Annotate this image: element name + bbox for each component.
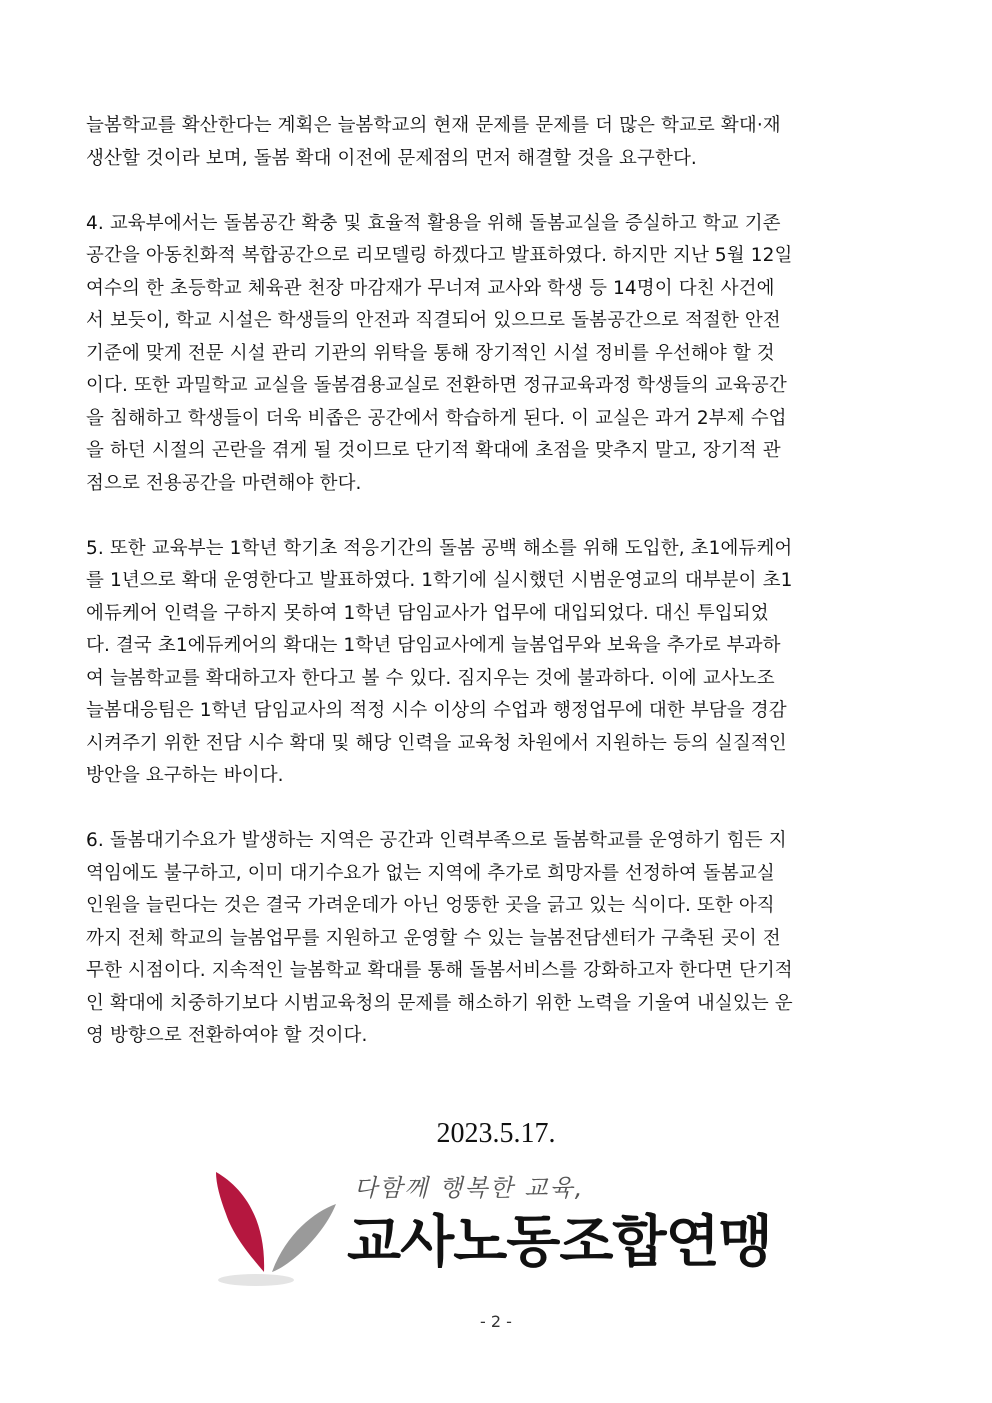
paragraph-item-4 — [86, 208, 906, 501]
text-line: 무한 시점이다. 지속적인 늘봄학교 확대를 통해 돌봄서비스를 강화하고자 한다면 단기적 — [86, 960, 793, 981]
text-line: 다. 결국 초1에듀케어의 확대는 1학년 담임교사에게 늘봄업무와 보육을 추가로 부과하 — [86, 635, 781, 656]
text-line: 늘봄대응팀은 1학년 담임교사의 적정 시수 이상의 수업과 행정업무에 대한 부담을 경감 — [86, 700, 787, 721]
text-line: 인 확대에 치중하기보다 시범교육청의 문제를 해소하기 위한 노력을 기울여 내실있는 운 — [86, 992, 793, 1014]
text-line: 을 하던 시절의 곤란을 겪게 될 것이므로 단기적 확대에 초점을 맞추지 말고, 장기적 관 — [86, 440, 781, 461]
paragraph-item-6 — [86, 825, 906, 1053]
text-line: 4. 교육부에서는 돌봄공간 확충 및 효율적 활용을 위해 돌봄교실을 증실하고 학교 기존 — [86, 212, 781, 234]
logo-slogan: 다함께 행복한 교육, — [354, 1174, 585, 1202]
text-line: 여 늘봄학교를 확대하고자 한다고 볼 수 있다. 짐지우는 것에 불과하다. 이에 교사노조 — [86, 667, 775, 689]
text-line: 에듀케어 인력을 구하지 못하여 1학년 담임교사가 업무에 대입되었다. 대신 투입되었 — [86, 602, 769, 624]
document-body — [86, 110, 906, 1085]
text-line: 6. 돌봄대기수요가 발생하는 지역은 공간과 인력부족으로 돌봄학교를 운영하기 힘든 지 — [86, 830, 787, 851]
document-date: 2023.5.17. — [436, 1118, 556, 1149]
text-line: 5. 또한 교육부는 1학년 학기초 적응기간의 돌봄 공백 해소를 위해 도입한, 초1에듀케어 — [86, 537, 793, 559]
text-line: 여수의 한 초등학교 체육관 천장 마감재가 무너져 교사와 학생 등 14명이 다친 사건에 — [86, 277, 775, 299]
text-line: 방안을 요구하는 바이다. — [86, 765, 284, 786]
text-line: 기준에 맞게 전문 시설 관리 기관의 위탁을 통해 장기적인 시설 정비를 우선해야 할 것 — [86, 342, 775, 364]
union-logo — [214, 1168, 794, 1292]
text-line: 을 침해하고 학생들이 더욱 비좁은 공간에서 학습하게 된다. 이 교실은 과거 2부제 수업 — [86, 407, 787, 429]
text-line: 이다. 또한 과밀학교 교실을 돌봄겸용교실로 전환하면 정규교육과정 학생들의 교육공간 — [86, 375, 787, 396]
paragraph-item-5 — [86, 533, 906, 793]
text-line: 영 방향으로 전환하여야 할 것이다. — [86, 1025, 368, 1046]
text-line: 인원을 늘린다는 것은 결국 가려운데가 아닌 엉뚱한 곳을 긁고 있는 식이다. 또한 아직 — [86, 895, 775, 916]
paragraph-intro — [86, 110, 906, 175]
text-line: 역임에도 불구하고, 이미 대기수요가 없는 지역에 추가로 희망자를 선정하여 돌봄교실 — [86, 862, 775, 884]
text-line: 생산할 것이라 보며, 돌봄 확대 이전에 문제점의 먼저 해결할 것을 요구한다. — [86, 147, 697, 169]
text-line: 늘봄학교를 확산한다는 계획은 늘봄학교의 현재 문제를 문제를 더 많은 학교로 확대·재 — [86, 115, 781, 136]
page-number: - 2 - — [480, 1312, 512, 1331]
red-leaf-icon — [214, 1168, 354, 1292]
text-line: 점으로 전용공간을 마련해야 한다. — [86, 472, 362, 494]
text-line: 공간을 아동친화적 복합공간으로 리모델링 하겠다고 발표하였다. 하지만 지난 5월 12일 — [86, 245, 793, 266]
text-line: 까지 전체 학교의 늘봄업무를 지원하고 운영할 수 있는 늘봄전담센터가 구축된 곳이 전 — [86, 927, 781, 949]
logo-name: 교사노동조합연맹 — [347, 1210, 772, 1275]
text-line: 시켜주기 위한 전담 시수 확대 및 해당 인력을 교육청 차원에서 지원하는 등의 실질적인 — [86, 732, 787, 754]
text-line: 를 1년으로 확대 운영한다고 발표하였다. 1학기에 실시했던 시범운영교의 대부분이 초1 — [86, 570, 793, 591]
text-line: 서 보듯이, 학교 시설은 학생들의 안전과 직결되어 있으므로 돌봄공간으로 적절한 안전 — [86, 310, 781, 331]
